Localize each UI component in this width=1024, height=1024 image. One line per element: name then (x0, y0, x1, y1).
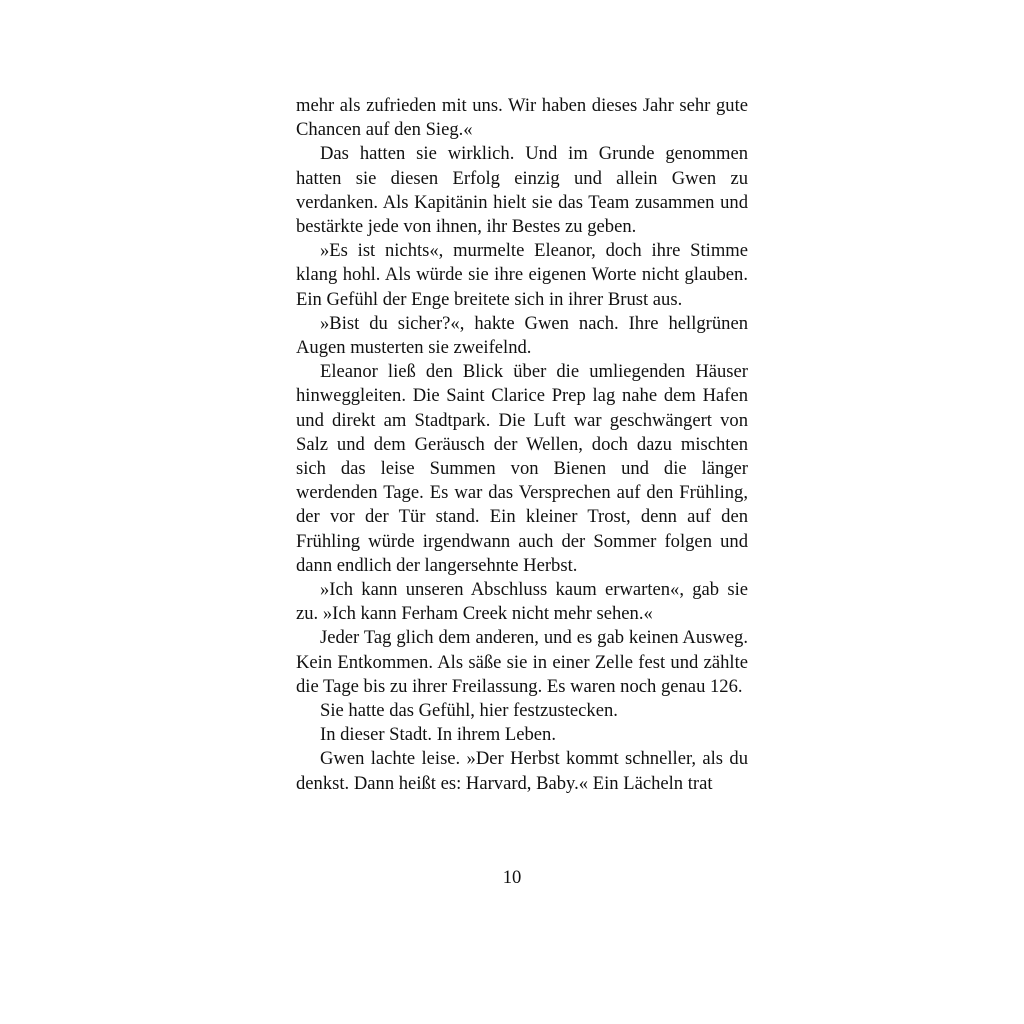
paragraph: Das hatten sie wirklich. Und im Grunde genommen hatten sie diesen Erfolg einzig und allein Gwen zu verdanken. Als Kapitänin hielt sie das Team zusammen und bestärkte jede von ihnen, ihr Bestes zu geben. (296, 143, 748, 238)
paragraph: mehr als zufrieden mit uns. Wir haben dieses Jahr sehr gute Chancen auf den Sieg.« (296, 95, 748, 141)
body-text (296, 94, 748, 796)
paragraph: »Bist du sicher?«, hakte Gwen nach. Ihre hellgrünen Augen musterten sie zweifelnd. (296, 312, 748, 359)
paragraph: Jeder Tag glich dem anderen, und es gab keinen Ausweg. Kein Entkommen. Als säße sie in einer Zelle fest und zählte die Tage bis zu ihrer Freilassung. Es waren noch genau 126. (296, 627, 748, 697)
paragraph: Gwen lachte leise. »Der Herbst kommt schneller, als du denkst. Dann heißt es: Harvard, Baby.« Ein Lächeln trat (296, 748, 748, 794)
paragraph: In dieser Stadt. In ihrem Leben. (320, 724, 556, 746)
paragraph: Sie hatte das Gefühl, hier festzustecken. (320, 700, 618, 722)
paragraph: Eleanor ließ den Blick über die umliegenden Häuser hinweggleiten. Die Saint Clarice Prep lag nahe dem Hafen und direkt am Stadtpark. Die Luft war geschwängert von Salz und dem Geräusch der Wellen, doch dazu mischten sich das leise Summen von Bienen und die länger werdenden Tage. Es war das Versprechen auf den Frühling, der vor der Tür stand. Ein kleiner Trost, denn auf den Frühling würde irgendwann auch der Sommer folgen und dann endlich der langersehnte Herbst. (296, 361, 748, 576)
paragraph: »Es ist nichts«, murmelte Eleanor, doch ihre Stimme klang hohl. Als würde sie ihre eigenen Worte nicht glauben. Ein Gefühl der Enge breitete sich in ihrer Brust aus. (296, 240, 748, 310)
paragraph: »Ich kann unseren Abschluss kaum erwarten«, gab sie zu. »Ich kann Ferham Creek nicht mehr sehen.« (296, 579, 748, 625)
page-number: 10 (502, 867, 522, 888)
